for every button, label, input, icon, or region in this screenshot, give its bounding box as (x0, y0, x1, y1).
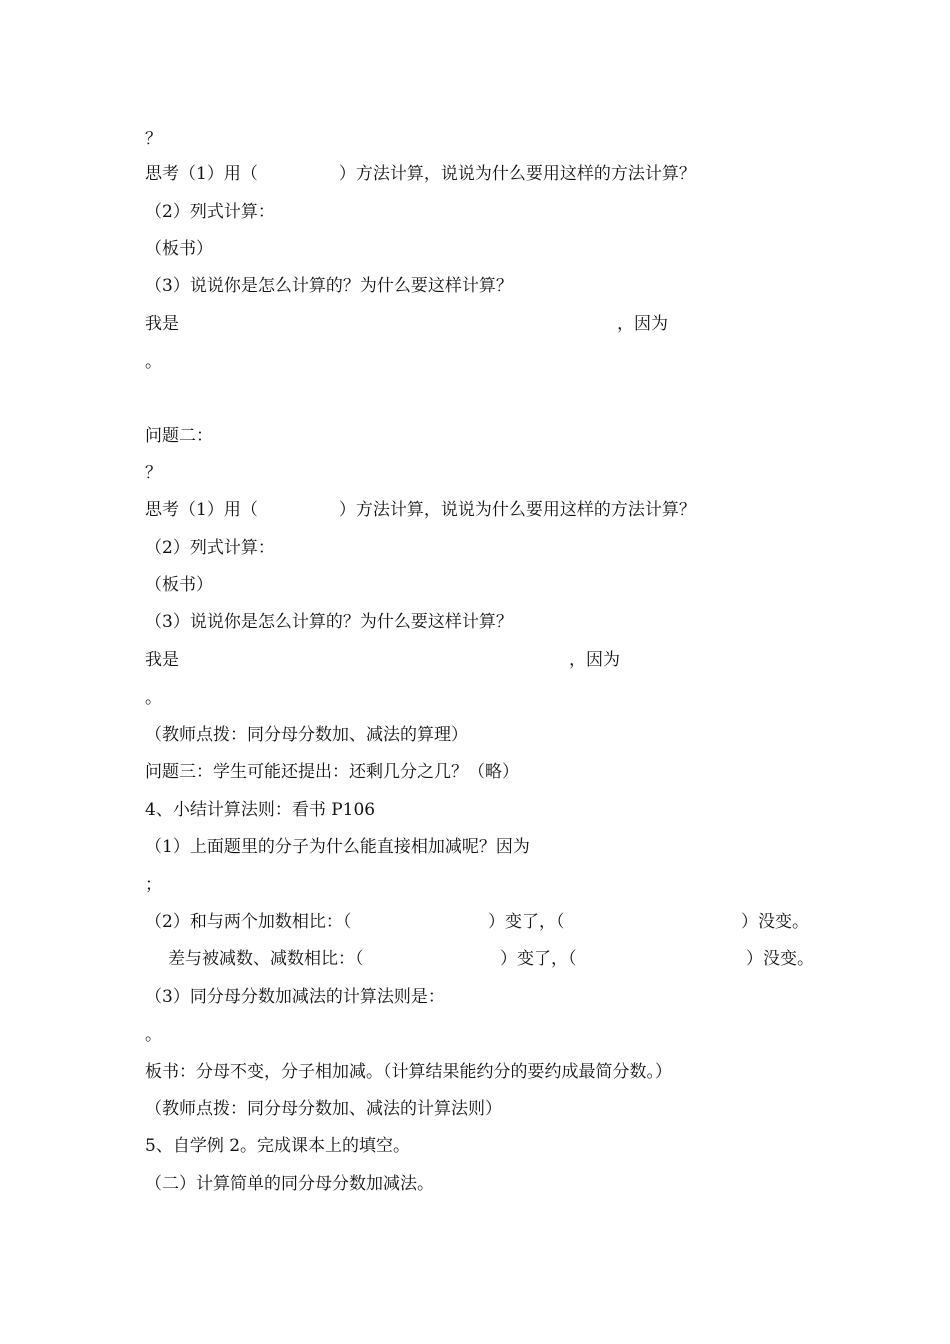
question-mark-line: ？ (145, 463, 162, 483)
period-line: 。 (145, 352, 162, 372)
explain-calc-line: （3）说说你是怎么计算的？为什么要这样计算？ (145, 612, 513, 632)
question-mark-line: ？ (145, 129, 162, 149)
because-label: ，因为 (617, 314, 668, 334)
period-line: 。 (145, 1025, 162, 1045)
because-label: ，因为 (569, 650, 620, 670)
teacher-tip-line: （教师点拨：同分母分数加、减法的算理） (145, 725, 468, 745)
explain-calc-line: （3）说说你是怎么计算的？为什么要这样计算？ (145, 276, 513, 296)
unchanged-label: ）没变。 (746, 949, 814, 969)
section-two-heading: （二）计算简单的同分母分数加减法。 (145, 1174, 434, 1194)
changed-label: ）变了，（ (488, 912, 565, 932)
semicolon-line: ； (145, 875, 162, 895)
sum-compare-label: （2）和与两个加数相比：（ (145, 912, 352, 932)
unchanged-label: ）没变。 (741, 912, 809, 932)
difference-compare-label: 差与被减数、减数相比：（ (168, 949, 364, 969)
i-am-label: 我是 (145, 314, 179, 334)
think-method-line: 思考（1）用（ ）方法计算，说说为什么要用这样的方法计算？ (145, 500, 696, 520)
board-rule-line: 板书：分母不变，分子相加减。（计算结果能约分的要约成最简分数。） (145, 1062, 672, 1082)
list-formula-line: （2）列式计算： (145, 202, 275, 222)
rule-statement-line: （3）同分母分数加减法的计算法则是： (145, 987, 445, 1007)
think-method-line: 思考（1）用（ ）方法计算，说说为什么要用这样的方法计算？ (145, 164, 696, 184)
board-note-line: （板书） (145, 239, 213, 259)
teacher-tip-line: （教师点拨：同分母分数加、减法的计算法则） (145, 1099, 502, 1119)
question-three-line: 问题三：学生可能还提出：还剩几分之几？（略） (145, 762, 519, 782)
list-formula-line: （2）列式计算： (145, 538, 275, 558)
changed-label: ）变了，（ (500, 949, 577, 969)
self-study-line: 5、自学例 2。完成课本上的填空。 (145, 1136, 411, 1156)
i-am-label: 我是 (145, 650, 179, 670)
period-line: 。 (145, 688, 162, 708)
summary-rule-line: 4、小结计算法则：看书 P106 (145, 800, 376, 820)
question-two-heading: 问题二： (145, 426, 213, 446)
board-note-line: （板书） (145, 575, 213, 595)
numerator-question-line: （1）上面题里的分子为什么能直接相加减呢？因为 (145, 837, 530, 857)
